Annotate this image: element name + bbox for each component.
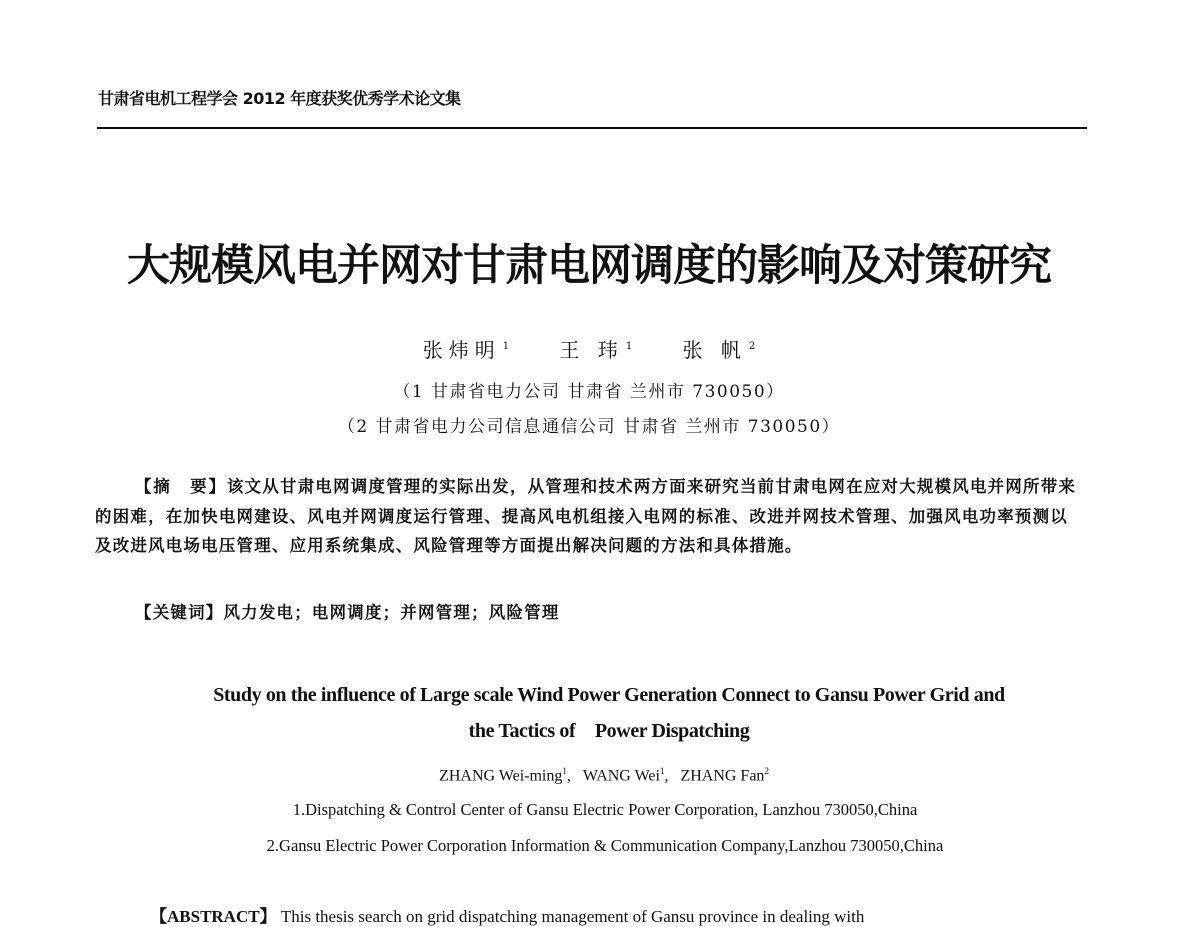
author-en-3-name: ZHANG Fan [680, 767, 765, 785]
affiliation-chinese-1: （1 甘肃省电力公司 甘肃省 兰州市 730050） [393, 382, 785, 402]
author-2 [559, 334, 632, 363]
author-1-affil-mark: 1 [502, 341, 510, 353]
keywords-chinese-text: 风力发电；电网调度；并网管理；风险管理 [223, 603, 560, 622]
author-en-1-affil-mark: 1 [562, 766, 567, 776]
affiliation-chinese-2: （2 甘肃省电力公司信息通信公司 甘肃省 兰州市 730050） [337, 417, 841, 437]
author-3-name: 张 帆 [682, 338, 747, 362]
abstract-english-text: This thesis search on grid dispatching management of Gansu province in dealing with [280, 907, 865, 926]
paper-title-english-line-2: the Tactics of Power Dispatching [468, 720, 750, 742]
abstract-chinese-text: 该文从甘肃电网调度管理的实际出发，从管理和技术两方面来研究当前甘肃电网在应对大规模风电并网所带来的困难，在加快电网建设、风电并网调度运行管理、提高风电机组接入电网的标准、改进并网技术管理、加强风电功率预测以及改进风电场电压管理、应用系统集成、风险管理等方面提出解决问题的方法和具体措施。 [95, 477, 1077, 555]
paper-title-chinese: 大规模风电并网对甘肃电网调度的影响及对策研究 [127, 241, 1051, 291]
abstract-english-tag: 【ABSTRACT】 [150, 907, 277, 926]
author-en-3-affil-mark: 2 [764, 766, 769, 776]
author-2-affil-mark: 1 [625, 341, 633, 353]
author-en-1-name: ZHANG Wei-ming [439, 767, 563, 785]
author-en-2-name: WANG Wei [582, 767, 660, 785]
affiliation-english-1: 1.Dispatching & Control Center of Gansu Electric Power Corporation, Lanzhou 730050,China [292, 800, 918, 819]
abstract-english [150, 902, 1090, 927]
paper-title-english-line-1: Study on the influence of Large scale Wind Power Generation Connect to Gansu Power Grid and [213, 684, 1005, 706]
abstract-chinese-tag: 【摘 要】 [135, 477, 227, 496]
authors-chinese [0, 334, 1178, 363]
author-1 [423, 334, 509, 363]
running-header: 甘肃省电机工程学会 2012 年度获奖优秀学术论文集 [98, 89, 461, 108]
author-2-name: 王 玮 [559, 338, 624, 362]
keywords-chinese-tag: 【关键词】 [135, 603, 224, 622]
keywords-chinese [135, 599, 560, 623]
author-en-2-affil-mark: 1 [659, 766, 665, 776]
author-3 [683, 334, 756, 363]
abstract-chinese [95, 472, 1080, 561]
author-1-name: 张炜明 [422, 338, 501, 362]
paper-title-english [0, 677, 1200, 749]
header-divider [97, 127, 1087, 129]
authors-english: ZHANG Wei-ming$^1$, WANG Wei$^1$, ZHANG Fan$^2$ [439, 766, 769, 785]
author-3-affil-mark: 2 [748, 341, 756, 353]
affiliation-english-2: 2.Gansu Electric Power Corporation Information & Communication Company,Lanzhou 730050,China [266, 836, 944, 855]
